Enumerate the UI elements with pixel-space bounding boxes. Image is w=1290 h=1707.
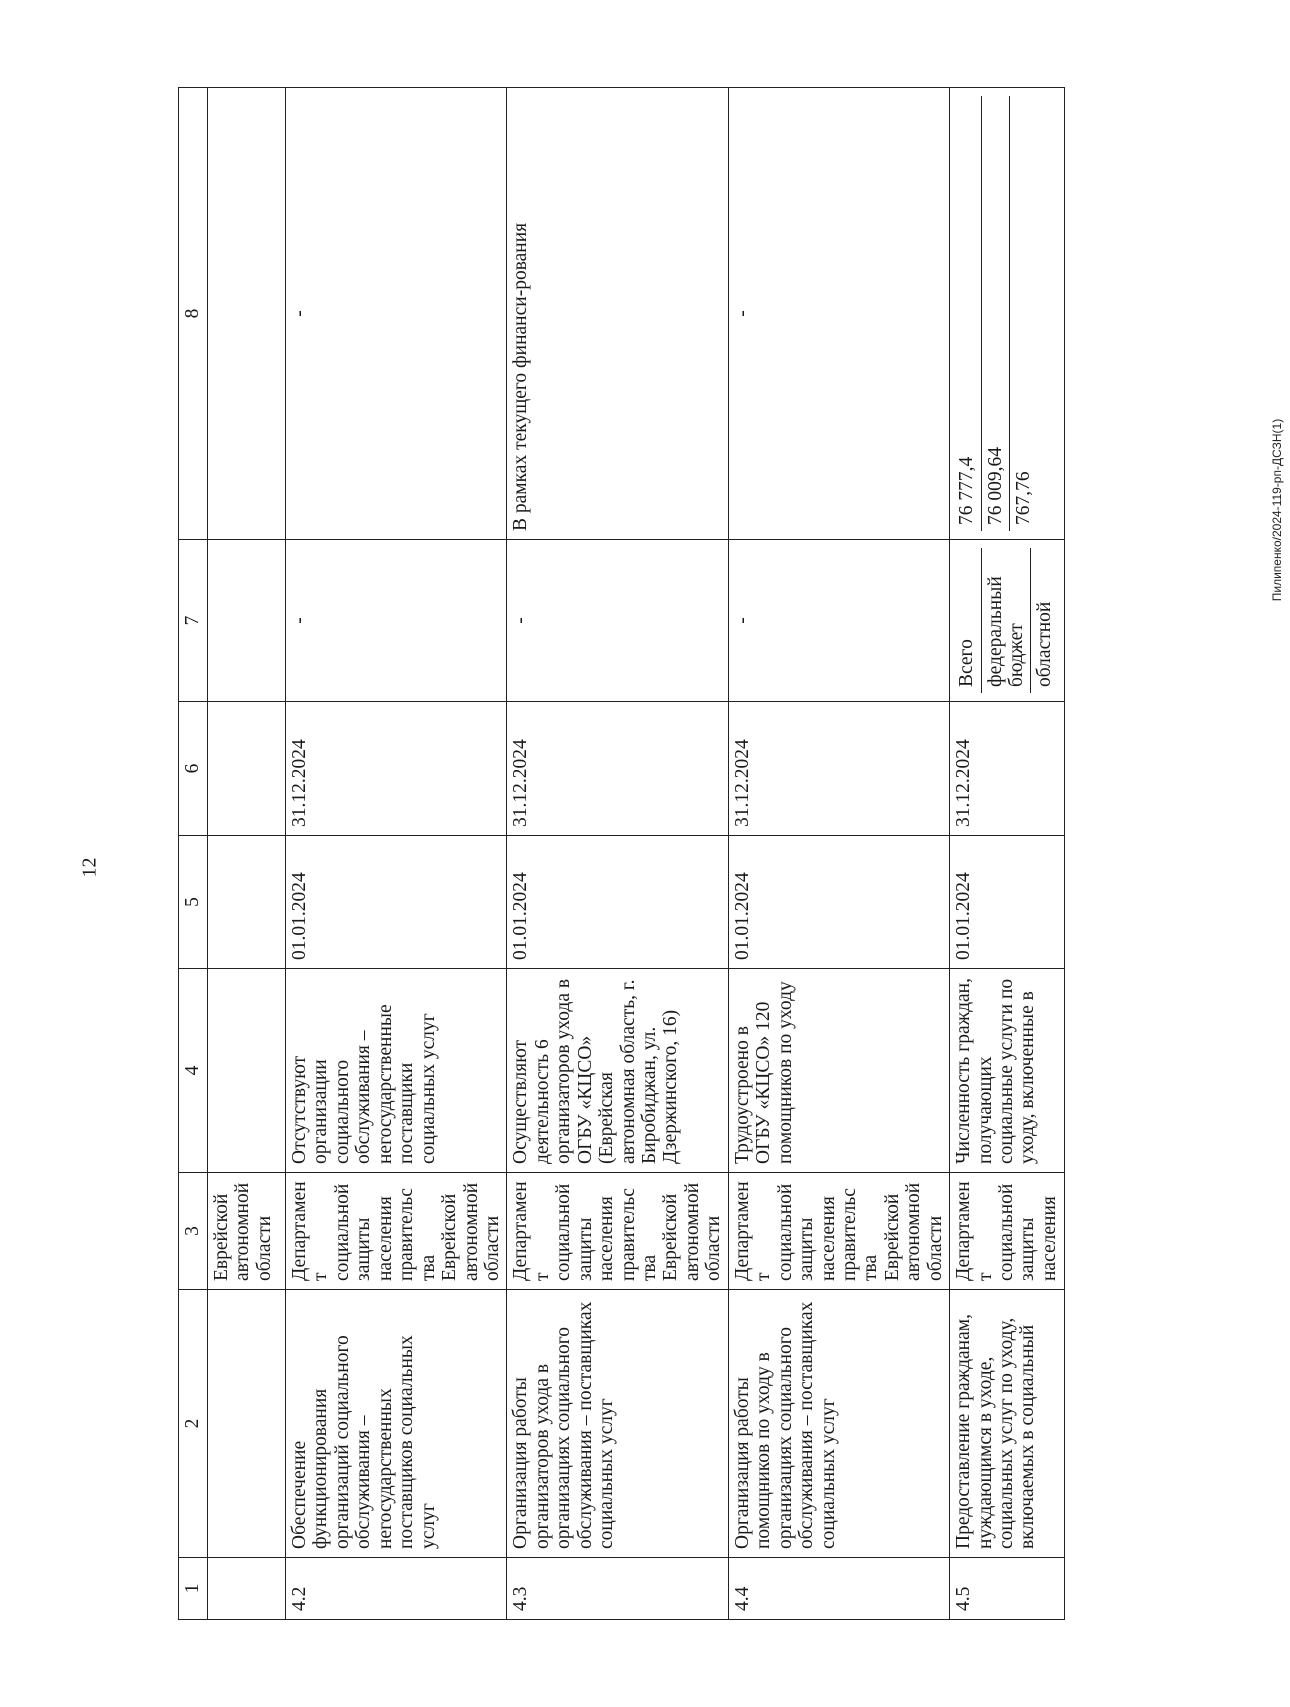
activities-table <box>178 87 1065 1620</box>
row-number: 4.2 <box>286 1558 507 1620</box>
start-date-cell: 01.01.2024 <box>950 836 1065 969</box>
result-cell: Отсутствуют организации социального обслуживания – негосударственные поставщики социальных услуг <box>286 969 507 1173</box>
end-date-cell: 31.12.2024 <box>728 702 949 836</box>
carry-cell-5 <box>208 836 286 969</box>
col-header-7: 7 <box>179 540 208 702</box>
amount-cell: - <box>728 88 949 540</box>
table-row <box>728 88 949 1620</box>
action-cell: Обеспечение функционирования организаций социального обслуживания – негосударственных поставщиков социальных услуг <box>286 1290 507 1558</box>
row-number: 4.3 <box>507 1558 728 1620</box>
result-cell: Трудоустроено в ОГБУ «КЦСО» 120 помощников по уходу <box>728 969 949 1173</box>
end-date-cell: 31.12.2024 <box>507 702 728 836</box>
carry-cell-7 <box>208 540 286 702</box>
financing-sources <box>953 548 1059 693</box>
amount-cell: - <box>286 88 507 540</box>
start-date-cell: 01.01.2024 <box>728 836 949 969</box>
responsible-cell: Департамент социальной защиты населения правительства Еврейской автономной области <box>728 1173 949 1290</box>
col-header-4: 4 <box>179 969 208 1173</box>
result-cell: Численность граждан, получающих социальные услуги по уходу, включенные в <box>950 969 1065 1173</box>
end-date-cell: 31.12.2024 <box>950 702 1065 836</box>
financing-total-value: 76 777,4 <box>953 96 981 531</box>
carry-cell-1 <box>208 1558 286 1620</box>
col-header-5: 5 <box>179 836 208 969</box>
col-header-1: 1 <box>179 1558 208 1620</box>
financing-total-label: Всего <box>953 548 981 693</box>
financing-regional-label: областной <box>1034 601 1056 687</box>
carry-cell-2 <box>208 1290 286 1558</box>
col-header-3: 3 <box>179 1173 208 1290</box>
action-cell: Организация работы помощников по уходу в организациях социального обслуживания – поставщиках социальных услуг <box>728 1290 949 1558</box>
col-header-8: 8 <box>179 88 208 540</box>
responsible-cell: Департамент социальной защиты населения <box>950 1173 1065 1290</box>
table-row <box>950 88 1065 1620</box>
financing-source-cell <box>950 540 1065 702</box>
carry-over-row <box>208 88 286 1620</box>
amount-cell: В рамках текущего финанси-рования <box>507 88 728 540</box>
carry-cell-8 <box>208 88 286 540</box>
page-number: 12 <box>78 857 101 878</box>
row-number: 4.4 <box>728 1558 949 1620</box>
carry-cell-6 <box>208 702 286 836</box>
result-cell: Осуществляют деятельность 6 организаторов ухода в ОГБУ «КЦСО» (Еврейская автономная область, г. Биробиджан, ул. Дзержинского, 16) <box>507 969 728 1173</box>
table-container <box>178 88 1065 1620</box>
end-date-cell: 31.12.2024 <box>286 702 507 836</box>
source-cell: - <box>286 540 507 702</box>
carry-cell-4 <box>208 969 286 1173</box>
start-date-cell: 01.01.2024 <box>286 836 507 969</box>
row-number: 4.5 <box>950 1558 1065 1620</box>
start-date-cell: 01.01.2024 <box>507 836 728 969</box>
document-code: Пилипенко/2024-119-рп-ДСЗН(1) <box>1270 418 1284 602</box>
column-number-row <box>179 88 208 1620</box>
financing-federal-label: федеральный бюджет <box>981 548 1031 693</box>
table-row <box>286 88 507 1620</box>
col-header-2: 2 <box>179 1290 208 1558</box>
financing-regional-value: 767,76 <box>1013 471 1034 525</box>
source-cell: - <box>728 540 949 702</box>
action-cell: Организация работы организаторов ухода в организациях социального обслуживания – поставщиках социальных услуг <box>507 1290 728 1558</box>
rotated-table-frame <box>178 88 1065 1620</box>
financing-amount-cell <box>950 88 1065 540</box>
table-row <box>507 88 728 1620</box>
action-cell: Предоставление гражданам, нуждающимся в уходе, социальных услуг по уходу, включаемых в социальный <box>950 1290 1065 1558</box>
source-cell: - <box>507 540 728 702</box>
responsible-cell: Департамент социальной защиты населения правительства Еврейской автономной области <box>507 1173 728 1290</box>
financing-federal-value: 76 009,64 <box>982 96 1010 531</box>
carry-cell-responsible: Еврейской автономной области <box>208 1173 286 1290</box>
col-header-6: 6 <box>179 702 208 836</box>
responsible-cell: Департамент социальной защиты населения правительства Еврейской автономной области <box>286 1173 507 1290</box>
